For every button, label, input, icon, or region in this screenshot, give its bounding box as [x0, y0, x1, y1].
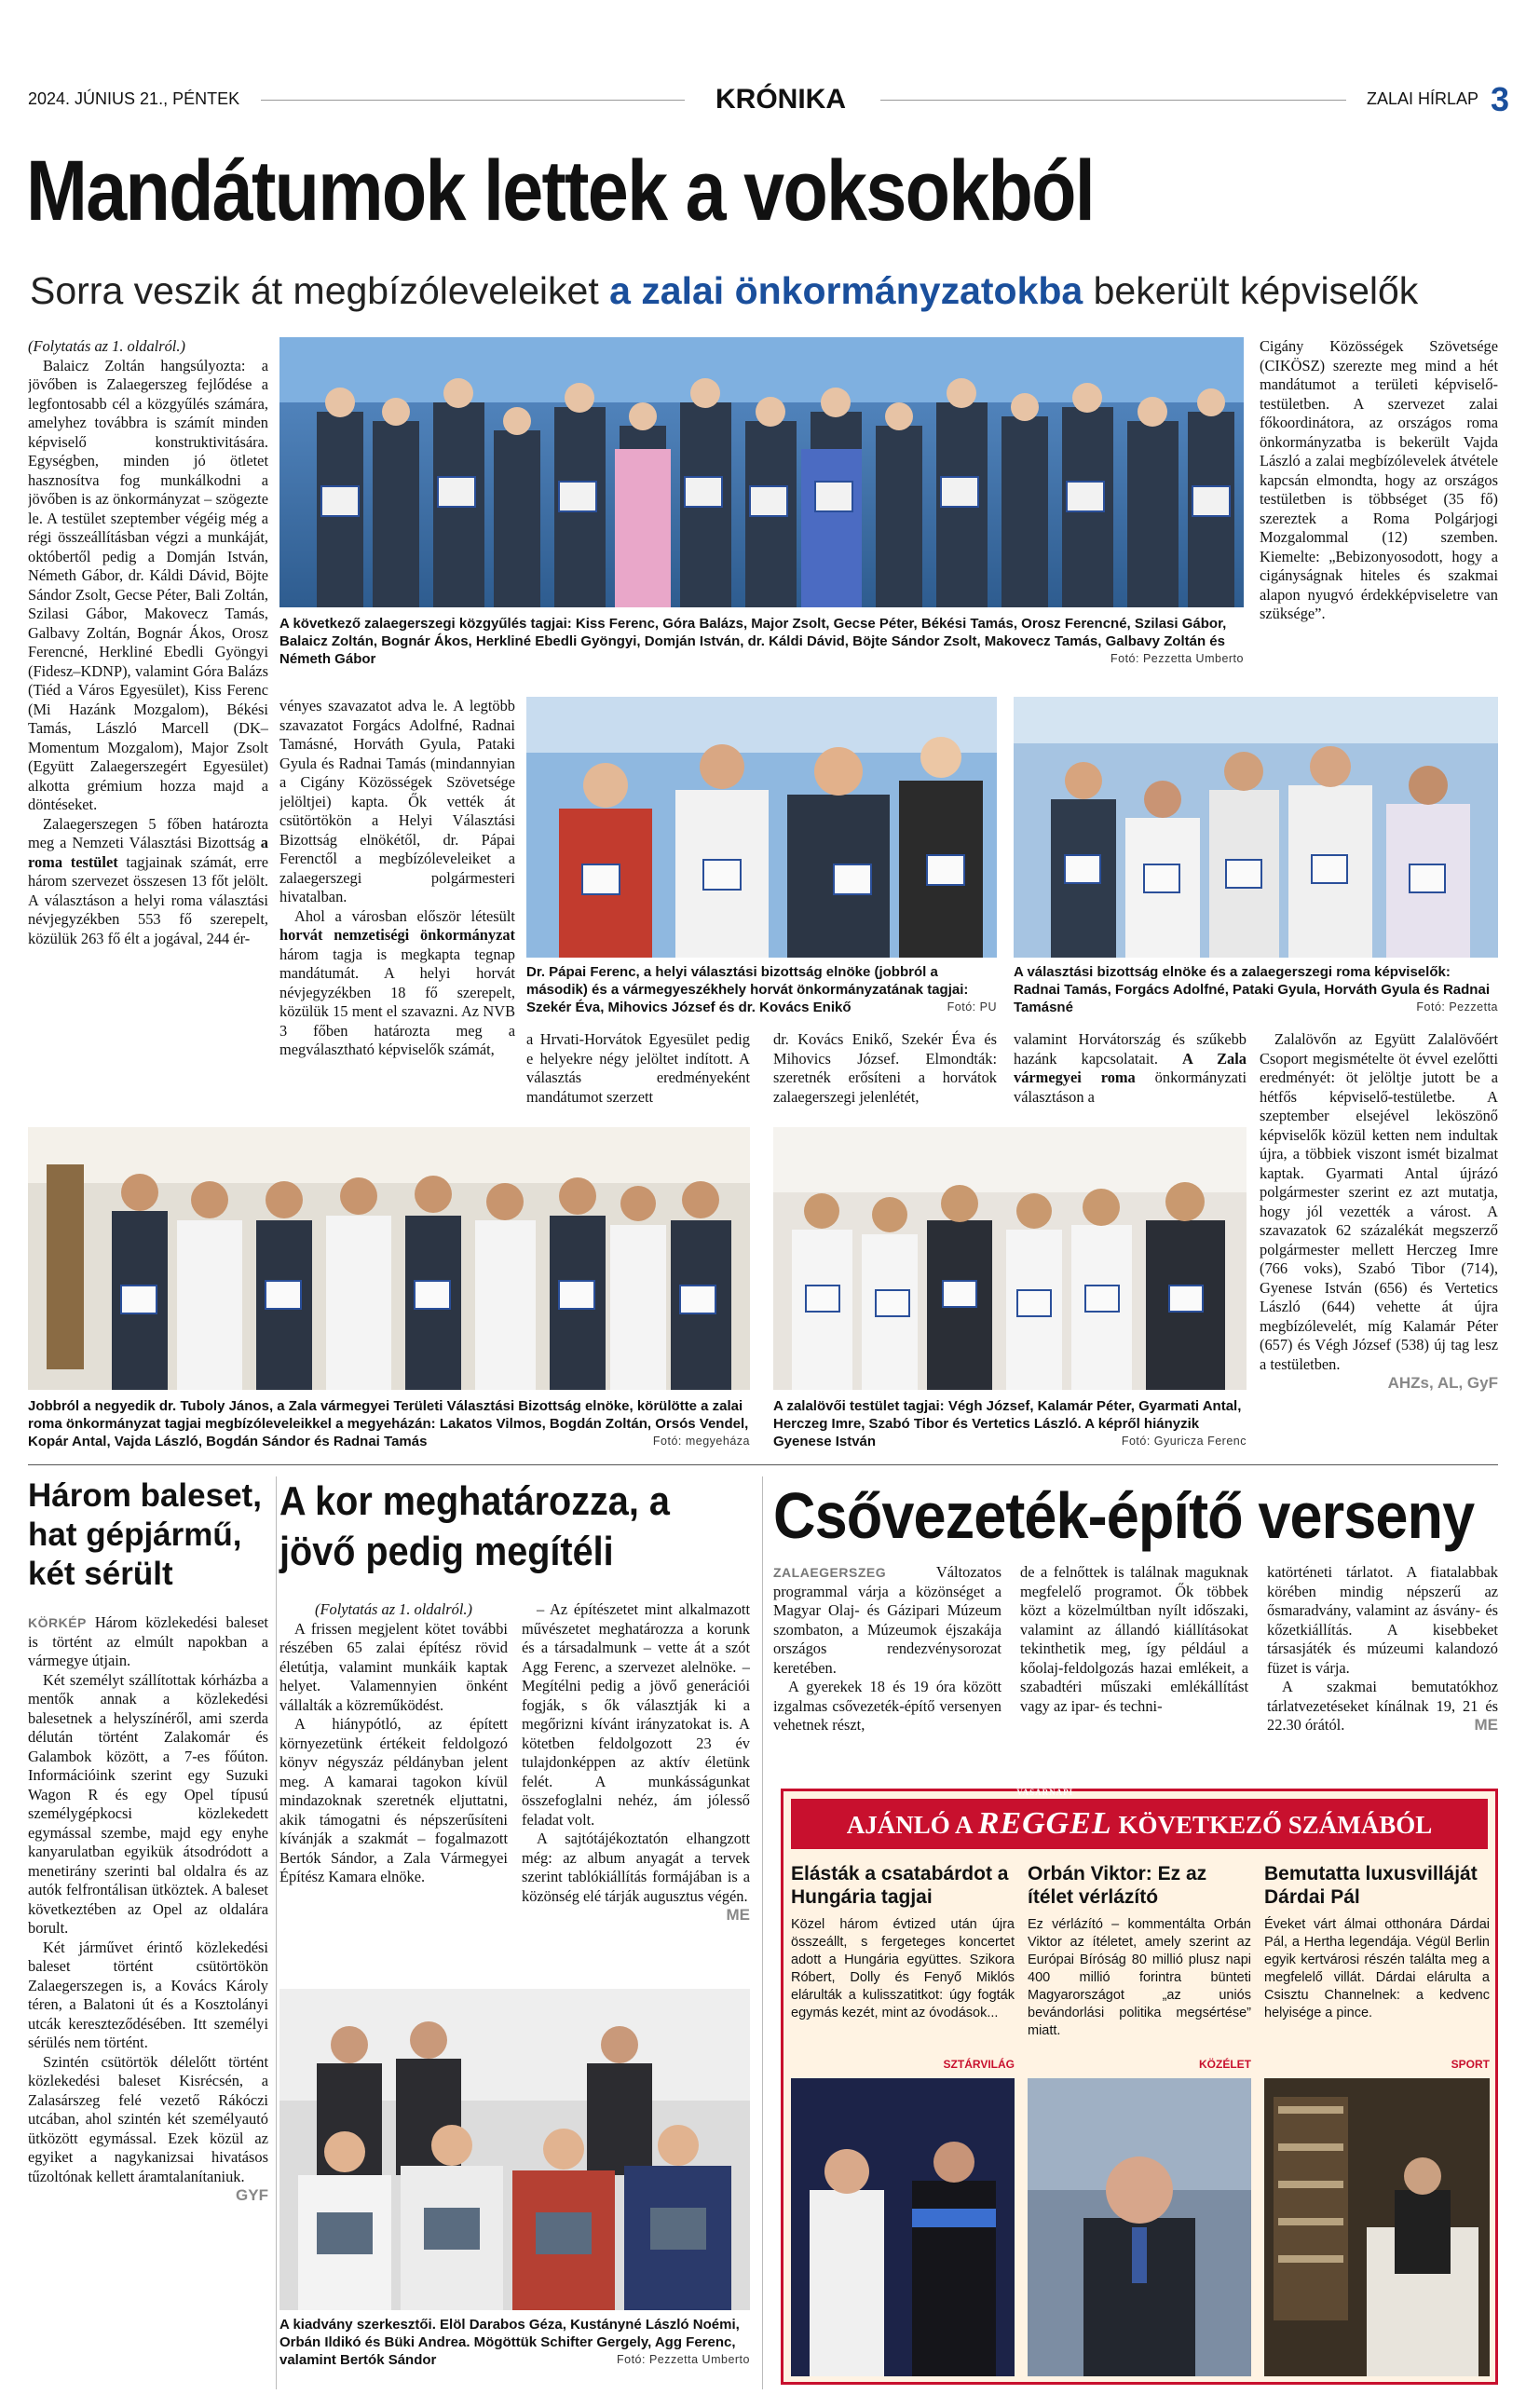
- promo-banner-brand-small: VASÁRNAPI: [1016, 1788, 1074, 1797]
- lead-headline: Mandátumok lettek a voksokból: [26, 143, 1095, 238]
- promo-item-1-image: [791, 2078, 1015, 2376]
- future-cont: (Folytatás az 1. oldalról.): [315, 1600, 472, 1618]
- subhead-before: Sorra veszik át megbízóleveleiket: [30, 269, 610, 312]
- caption-croatian-text: Dr. Pápai Ferenc, a helyi választási bizottság elnöke (jobbról a második) és a vármegyeszékhely horvát önkormányzatának tagjai: Szekér Éva, Mihovics József és dr. Kovács Enikő: [526, 964, 969, 1015]
- caption-council-credit: Fotó: Pezzetta Umberto: [1110, 652, 1244, 665]
- council-group-image: [279, 337, 1244, 607]
- promo-item-1-body: Közel három évtized után újra összeállt, s fergeteges koncertet adott a Hungária együttes. Szikora Róbert, Dolly és Fenyő Miklós elárulták a kulisszatitkot: úgy fogták egymás kezét, mint az óvodások...: [791, 1917, 1015, 2020]
- lead-col2-p2: [279, 907, 515, 1060]
- continued-note: (Folytatás az 1. oldalról.): [28, 337, 185, 355]
- caption-roma: [1014, 963, 1498, 1019]
- caption-council: [279, 615, 1244, 687]
- pipeline-col2: de a felnőttek is találnak maguknak megfelelő programot. Ők többek közt a közelmúltban nyílt időszaki, valamint az állandó kiállításokat tekinthetik meg, így például a kőolaj-feldolgozás hazai emlékeit, a szabadtéri műszaki emlékállítást vagy az ipar- és techni-: [1020, 1563, 1248, 1715]
- promo-item-3-body: Éveket várt álmai otthonára Dárdai Pál, a Hertha legendája. Végül Berlin egyik kertvárosi részén találta meg a megfelelő villát. Dárdai elárulta a Csisztu Channelnek: a kedvenc helyisége a pince.: [1264, 1917, 1490, 2020]
- pipeline-p1-text: Változatos programmal várja a közönséget a Magyar Olaj- és Gázipari Múzeum szombaton, a Múzeumok éjszakája országos rendezvénysorozat keretében.: [773, 1563, 1001, 1677]
- accident-p2: Két személyt szállítottak kórházba a mentők annak a közlekedési balesetnek a helyszínéről, ami szerda délután történt Zalakomár és Galambok között, a 7-es főúton. Információink szerint egy Suzuki Wagon R és egy Opel típusú személygépkocsi közlekedett egymással szembe, majd egy enyhe kanyarulatban egyikük átsodródott a menetirány szerinti bal oldalra és az autók felfrontálisan ütköztek. A baleset következtében az Opel az oldalára borult.: [28, 1670, 268, 1937]
- photo-croatian-council: [526, 697, 997, 958]
- lead-column-1: [28, 337, 268, 1127]
- lead-column-5: [1014, 1030, 1247, 1127]
- pipeline-p1: [773, 1563, 1001, 1678]
- caption-editors-credit: Fotó: Pezzetta Umberto: [616, 2353, 750, 2366]
- lead-col5-a: valamint Horvátország és szűkebb hazánk kapcsolatait.: [1014, 1030, 1247, 1068]
- caption-county-roma-text: Jobbról a negyedik dr. Tuboly János, a Zala vármegyei Területi Választási Bizottság elnöke, körülötte a zalai roma önkormányzat tagjai megbízóleveleikkel a megyeházán: Lakatos Vilmos, Bogdán Zoltán, Orsós Vendel, Kopár Antal, Vajda László, Bogdán Sándor és Radnai Tamás: [28, 1398, 749, 1449]
- caption-zalalovo: [773, 1397, 1247, 1453]
- subhead-highlight: a zalai önkormányzatokba: [609, 269, 1083, 312]
- promo-item-2-image: [1028, 2078, 1251, 2376]
- lead-signature: AHZs, AL, GyF: [1387, 1374, 1498, 1392]
- lead-col2-p2-b: három tagja is megkapta tegnap mandátumát. A helyi horvát névjegyzékben 18 fő szerepelt, közülük 15 ment el szavazni. Az NVB 3 főben határozta meg a megválasztható képviselők számát,: [279, 945, 515, 1058]
- croatian-council-image: [526, 697, 997, 958]
- lead-col2-p2-a: Ahol a városban először létesült: [294, 906, 515, 925]
- lead-column-3: [526, 1030, 750, 1127]
- header-date: 2024. JÚNIUS 21., PÉNTEK: [28, 89, 240, 108]
- lead-col3-text: a Hrvati-Horvátok Egyesület pedig e helyekre négy jelöltet indított. A választás eredményeként mandátumot szerzett: [526, 1030, 750, 1106]
- pipeline-headline: Csővezeték-építő verseny: [773, 1479, 1475, 1552]
- future-headline: A kor meghatározza, a jövő pedig megítéli: [279, 1478, 670, 1574]
- promo-item-1-title: Elásták a csatabárdot a Hungária tagjai: [791, 1863, 1009, 1908]
- lead-right-col2-text: Zalalövőn az Együtt Zalalövőért Csoport megismételte öt évvel ezelőtti eredményét: öt jelöltje jutott be a hétfős képviselő-testületbe. A szeptember elsejével leköszönő képviselők közül ketten nem indultak újra, a többiek viszont ismét bizalmat kaptak. Gyarmati Antal újrázó polgármester szerint ez azt mutatja, hogy jól vezették a várost. A szavazatok 62 százalékát megszerző polgármester mellett Herczeg Imre (766 voks), Szabó Tibor (714), Gyenese István (656) és Vertetics László (644) vehette át újra megbízólevelét, míg Kalamár Péter (657) és Végh József (538) új tag lesz a testületben.: [1260, 1030, 1498, 1373]
- pipeline-col3-p2: [1267, 1678, 1498, 1735]
- promo-item-2[interactable]: [1028, 1862, 1251, 2374]
- header-rule-right: [880, 100, 1346, 101]
- lead-col2-p2-bold: horvát nemzetiségi önkormányzat: [279, 926, 515, 944]
- future-column-1: [279, 1600, 508, 1982]
- caption-editors: [279, 2316, 750, 2390]
- future-col1-p1: A frissen megjelent kötet további részében 65 zalai építész rövid életútja, valamint munkáik kaptak helyet. Valamennyien önként vállalták a közreműködést.: [279, 1619, 508, 1714]
- pipeline-col3: katörténeti tárlatot. A fiatalabbak körében mindig népszerű az ősmaradvány, valamint az ásvány- és kőzetkiállítás. A kisebbeket társasjáték és múzeumi kalandozó füzet is várja.: [1267, 1563, 1498, 1677]
- promo-box: [781, 1789, 1498, 2385]
- promo-item-2-tag: KÖZÉLET: [1199, 2058, 1251, 2071]
- lead-right-col1-text: Cigány Közösségek Szövetsége (CIKÖSZ) szerezte meg mind a hét mandátumot a területi képviselő-testületben. A szervezet zalai főkoordinátora, az országos roma önkormányzatba is bekerült Vajda László a zalai megbízólevelek átvétele kapcsán elmondta, hogy az országos testületben is többséget (35 fő) szereztek a Roma Polgárjogi Mozgalommal (12) szemben. Kiemelte: „Bebizonyosodott, hogy a cigányságnak hiteles és szakmai alapon nyugvó érdekképviseletre van szüksége”.: [1260, 337, 1498, 622]
- future-col2-p2: [522, 1830, 750, 1924]
- photo-zalalovo-council: [773, 1127, 1247, 1390]
- caption-croatian-credit: Fotó: PU: [947, 1000, 997, 1014]
- header-section: KRÓNIKA: [715, 84, 846, 115]
- section-divider: [28, 1464, 1498, 1465]
- caption-roma-credit: Fotó: Pezzetta: [1416, 1000, 1498, 1014]
- caption-roma-text: A választási bizottság elnöke és a zalaegerszegi roma képviselők: Radnai Tamás, Forgács Adolfné, Pataki Gyula, Horváth Gyula és Radnai Tamásné: [1014, 964, 1490, 1015]
- lead-subhead: [30, 268, 1520, 313]
- photo-county-roma: [28, 1127, 750, 1390]
- promo-banner-brand: REGGEL: [977, 1806, 1112, 1841]
- accident-p1-text: Három közlekedési baleset is történt az elmúlt napokban a vármegye útjain.: [28, 1613, 268, 1669]
- lead-right-column-1: [1260, 337, 1498, 691]
- lead-col4-text: dr. Kovács Enikő, Szekér Éva és Mihovics József. Elmondták: szeretnék erősíteni a horvátok zalaegerszegi jelenlétét,: [773, 1030, 997, 1106]
- promo-banner: [791, 1788, 1488, 1849]
- caption-croatian: [526, 963, 997, 1019]
- lead-right-column-2: [1260, 1030, 1498, 1459]
- lead-col1-p2-a: Zalaegerszegen 5 főben határozta meg a Nemzeti Választási Bizottság: [28, 814, 268, 851]
- column-rule-1: [276, 1476, 277, 2389]
- header-paper: ZALAI HÍRLAP: [1367, 89, 1479, 108]
- pipeline-column-2: [1020, 1563, 1248, 1749]
- subhead-after: bekerült képviselők: [1083, 269, 1419, 312]
- zalalovo-council-image: [773, 1127, 1247, 1390]
- lead-col5-text: [1014, 1030, 1247, 1107]
- promo-item-1[interactable]: [791, 1862, 1015, 2374]
- future-col1-p2: A hiánypótló, az épített környezetünk értékeit feldolgozó könyv négyszáz példányban jelent meg. A kamarai tagokon kívül mindazoknak szeretnék eljuttatni, akik támogatni és népszerűsíteni kívánják a szakmát – fogalmazott Bertók Sándor, a Zala Vármegyei Építész Kamara elnöke.: [279, 1715, 508, 1885]
- roma-council-image: [1014, 697, 1498, 958]
- promo-banner-after: KÖVETKEZŐ SZÁMÁBÓL: [1111, 1811, 1433, 1839]
- county-roma-image: [28, 1127, 750, 1390]
- lead-col5-b: önkormányzati választáson a: [1014, 1068, 1247, 1106]
- lead-col1-p2-rest: tagjainak számát, erre három szervezet összesen 13 főt jelölt. A választáson a helyi roma választási névjegyzékben 553 fő szerepelt, közülük 263 fő élt a jogával, 244 ér-: [28, 852, 268, 947]
- promo-item-3-tag: SPORT: [1451, 2058, 1490, 2071]
- caption-council-text: A következő zalaegerszegi közgyűlés tagjai: Kiss Ferenc, Góra Balázs, Major Zsolt, Gecse Péter, Békési Tamás, Orosz Ferencné, Szilasi Gábor, Balaicz Zoltán, Bognár Ákos, Herkliné Ebedli Gyöngyi, Domján István, dr. Káldi Dávid, Böjte Sándor Zsolt, Makovecz Tamás, Galbavy Zoltán és Németh Gábor: [279, 616, 1227, 667]
- lead-col2-p1: vényes szavazatot adva le. A legtöbb szavazatot Forgács Adolfné, Radnai Tamásné, Horváth Gyula, Pataki Gyula és Radnai Tamás (mindannyian a Cigány Közösségek Szövetsége jelöltjei) kapta. Ők vették át csütörtökön a Helyi Választási Bizottság elnökétől, dr. Pápai Ferenctől a megbízóleveleiket a zalaegerszegi polgármesteri hivatalban.: [279, 697, 515, 905]
- column-rule-2: [762, 1476, 763, 2389]
- pipeline-column-3: [1267, 1563, 1498, 1749]
- lead-column-2: [279, 697, 515, 1127]
- future-signature: ME: [726, 1906, 750, 1924]
- photo-editors: [279, 1989, 750, 2310]
- caption-county-roma-credit: Fotó: megyeháza: [652, 1435, 750, 1448]
- lead-col1-p1: Balaicz Zoltán hangsúlyozta: a jövőben is Zalaegerszeg fejlődése a legfontosabb cél a közgyűlés számára, amelyhez továbbra is számít minden képviselő konstruktivitására. Egységben, minden jó ötletet hasznosítva fog munkálkodni a jövőben is az önkormányzat – szögezte le. A testület szeptember végéig még a régi összeállításban végzi a munkáját, októbertől pedig a Domján István, Németh Gábor, dr. Káldi Dávid, Böjte Sándor Zsolt, Gecse Péter, Bali Zoltán, Szilasi Gábor, Makovecz Tamás, Galbavy Zoltán, Bognár Ákos, Orosz Ferencné, Herkliné Ebedli Gyöngyi (Fidesz–KDNP), valamint Góra Balázs (Tiéd a Város Egyesület), Kiss Ferenc (Mi Hazánk Mozgalom), Békési Tamás, László Marcell (DK–Momentum Mozgalom), Major Zsolt (Együtt Zalaegerszegért Egyesület) alkotta grémium hozza majd a döntéseket.: [28, 356, 268, 813]
- pipeline-kicker: ZALAEGERSZEG: [773, 1565, 887, 1580]
- future-column-2: [522, 1600, 750, 1982]
- photo-roma-council: [1014, 697, 1498, 958]
- promo-item-1-photo: [791, 2078, 1015, 2376]
- caption-editors-text: A kiadvány szerkesztői. Elöl Darabos Géza, Kustányné László Noémi, Orbán Ildikó és Büki Andrea. Mögöttük Schifter Gergely, Agg Ferenc, valamint Bertók Sándor: [279, 2317, 740, 2368]
- header-rule-left: [261, 100, 685, 101]
- promo-item-3-image: [1264, 2078, 1490, 2376]
- lead-col5-bold: A Zala vármegyei roma: [1014, 1049, 1247, 1086]
- accident-p4: Szintén csütörtök délelőtt történt közlekedési baleset Kisrécsén, a Zalasárszeg felé vezető Rákóczi utcában, ahol szintén két személyautó ütközött egymással. Ezek közül az egyiket a nagykanizsai hivatásos tűzoltónak kellett áramtalanítaniuk.: [28, 2052, 268, 2185]
- caption-zalalovo-credit: Fotó: Gyuricza Ferenc: [1121, 1435, 1247, 1448]
- pipeline-signature: ME: [1474, 1716, 1498, 1734]
- promo-item-1-tag: SZTÁRVILÁG: [943, 2058, 1015, 2071]
- header-page-number: 3: [1491, 80, 1510, 118]
- lead-col1-p2: [28, 815, 268, 949]
- future-col2-p1: – Az építészetet mint alkalmazott művészetet meghatározza a korunk és a társadalmunk – vette át a szót Agg Ferenc, a szervezet alelnöke. – Megítélni pedig a jövő generációi fogják, s ők választják ki a megőrizni kívánt irányzatokat is. A kötetben feldolgozott 23 év tulajdonképpen az aktív életünk felét. A munkásságunkat összefoglalni nehéz, ám jólesső feladat volt.: [522, 1600, 750, 1829]
- promo-item-3[interactable]: [1264, 1862, 1490, 2374]
- promo-item-2-body: Ez vérlázító – kommentálta Orbán Viktor az ítéletet, amely szerint az Európai Bíróság 80 millió plusz napi 400 millió forintra bünteti Magyarországot „az uniós bevándorlási politika megsértése” miatt.: [1028, 1917, 1251, 2038]
- pipeline-column-1: [773, 1563, 1001, 1749]
- accident-p3: Két járművet érintő közlekedési baleset történt csütörtökön Zalaegerszegen is, a Kovács Károly téren, a Balatoni út és a Kosztolányi utcák kereszteződésében. Itt személyi sérülés nem történt.: [28, 1938, 268, 2051]
- accident-p1: [28, 1613, 268, 1671]
- promo-item-3-photo: [1264, 2078, 1490, 2376]
- accident-kicker: KÖRKÉP: [28, 1615, 87, 1630]
- lead-col1-p2-bold: a roma testület: [28, 834, 268, 871]
- promo-item-2-title: Orbán Viktor: Ez az ítélet vérlázító: [1028, 1863, 1207, 1908]
- photo-council-group: [279, 337, 1244, 607]
- promo-banner-before: AJÁNLÓ A: [846, 1811, 978, 1839]
- pipeline-p2: A gyerekek 18 és 19 óra között izgalmas csővezeték-építő versenyen vehetnek részt,: [773, 1678, 1001, 1734]
- promo-item-3-title: Bemutatta luxusvilláját Dárdai Pál: [1264, 1863, 1478, 1908]
- lead-column-4: [773, 1030, 997, 1127]
- pipeline-col3-p2-text: A szakmai bemutatókhoz tárlatvezetéseket kínálnak 19, 21 és 22.30 órától.: [1267, 1678, 1498, 1734]
- promo-item-2-photo: [1028, 2078, 1251, 2376]
- caption-county-roma: [28, 1397, 750, 1453]
- editors-image: [279, 1989, 750, 2310]
- accident-body: [28, 1613, 268, 2387]
- accident-headline: Három baleset, hat gépjármű, két sérült: [28, 1477, 262, 1592]
- future-col2-p2-text: A sajtótájékoztatón elhangzott még: az album anyagát a tervek szerint tablókiállítás formájában is a közönség elé tárják augusztus végén.: [522, 1830, 750, 1905]
- page-header: [28, 80, 1510, 119]
- accident-signature: GYF: [236, 2186, 268, 2204]
- caption-zalalovo-text: A zalalövői testület tagjai: Végh József, Kalamár Péter, Gyarmati Antal, Herczeg Imre, Szabó Tibor és Vertetics László. A képről hiányzik Gyenese István: [773, 1398, 1242, 1449]
